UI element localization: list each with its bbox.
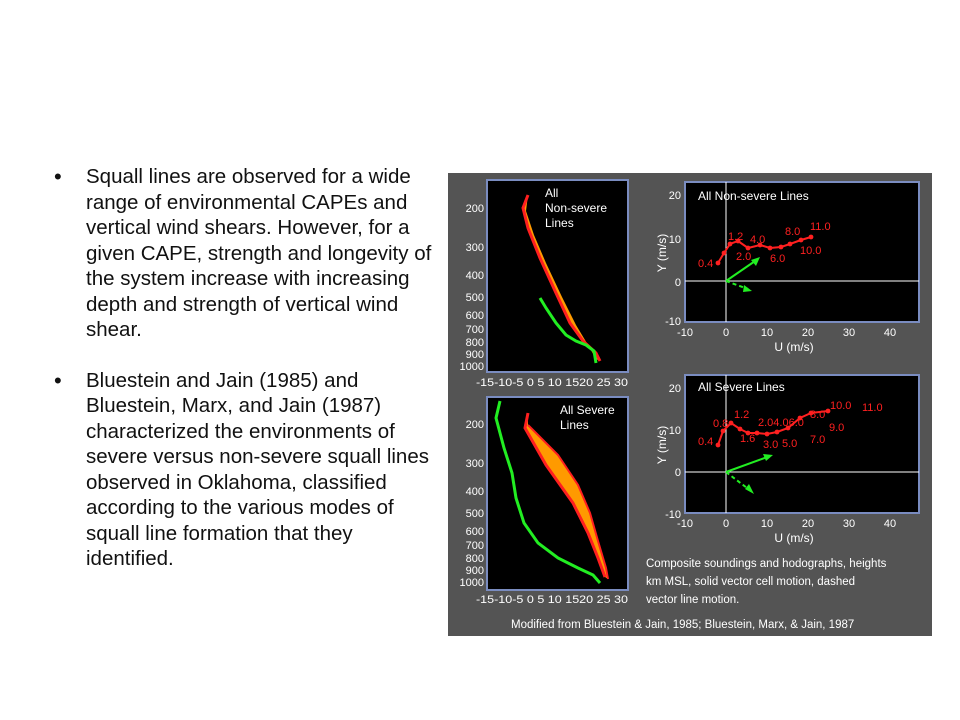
p-tick-800b: 800 (465, 553, 484, 565)
sounding-hodograph-figure (448, 173, 932, 636)
hodo-y-0: 0 (674, 277, 681, 289)
p-tick-1000: 1000 (459, 361, 484, 373)
hodo-y-m10: -10 (665, 316, 681, 328)
p-tick-900: 900 (465, 349, 484, 361)
severe-sounding-label-1: All Severe (560, 403, 615, 417)
hodo-x-30b: 30 (842, 518, 856, 530)
nonsevere-hodo-title: All Non-severe Lines (698, 189, 809, 203)
ns-h-80: 8.0 (785, 226, 801, 238)
ns-h-12: 1.2 (728, 231, 744, 243)
caption-line-2: km MSL, solid vector cell motion, dashed (646, 576, 856, 588)
sv-h-110: 11.0 (862, 402, 883, 414)
hodo-ylabel: Y (m/s) (655, 233, 669, 273)
nonsevere-sounding-label-1: All (545, 186, 559, 200)
caption-line-3: vector line motion. (646, 594, 740, 606)
ns-h-04: 0.4 (698, 258, 714, 270)
p-tick-500b: 500 (465, 508, 484, 520)
hodo-x-0b: 0 (722, 518, 730, 530)
nonsevere-sounding (460, 180, 628, 389)
hodo-x-20b: 20 (801, 518, 815, 530)
figure-caption (646, 558, 887, 606)
p-tick-800: 800 (465, 337, 484, 349)
severe-sounding (460, 397, 628, 606)
hodo-x-40b: 40 (883, 518, 897, 530)
sv-h-90: 9.0 (829, 422, 845, 434)
hodo-y-20b: 20 (668, 383, 681, 395)
sv-h-08: 0.8 (713, 418, 729, 430)
ns-h-100: 10.0 (800, 245, 822, 257)
p-tick-900b: 900 (465, 565, 484, 577)
t-axis-ticks: -15-10-5 0 5 10 1520 25 30 (476, 377, 628, 389)
p-tick-600: 600 (465, 310, 484, 322)
hodo-x-30: 30 (842, 327, 856, 339)
hodo-y-m10b: -10 (665, 509, 681, 521)
ns-h-60: 6.0 (770, 253, 786, 265)
severe-hodograph (655, 375, 919, 545)
p-tick-400: 400 (465, 270, 484, 282)
p-tick-300: 300 (465, 242, 484, 254)
hodo-x-m10: -10 (677, 327, 693, 339)
sv-h-16: 1.6 (740, 433, 756, 445)
hodo-x-m10b: -10 (677, 518, 693, 530)
t-axis-ticks-b: -15-10-5 0 5 10 1520 25 30 (476, 594, 628, 606)
nonsevere-hodograph (655, 182, 919, 354)
hodo-x-40: 40 (883, 327, 897, 339)
bullet-bluestein-jain: • Bluestein and Jain (1985) and Bluestein, Marx, and Jain (1987) characterized the environments of severe versus non-severe squall lines observed in Oklahoma, classified according to the various modes of squall line formation that they identified. (48, 368, 440, 572)
p-tick-700b: 700 (465, 540, 484, 552)
hodo-x-0: 0 (722, 327, 730, 339)
caption-line-1: Composite soundings and hodographs, heights (646, 558, 887, 570)
hodo-x-10b: 10 (760, 518, 774, 530)
figure-credit: Modified from Bluestein & Jain, 1985; Bluestein, Marx, & Jain, 1987 (511, 619, 855, 631)
ns-h-110: 11.0 (810, 221, 831, 233)
hodo-xlabel: U (m/s) (774, 340, 814, 354)
ns-h-40: 4.0 (750, 234, 766, 246)
severe-sounding-label-2: Lines (560, 418, 589, 432)
severe-sounding-panel (487, 397, 628, 590)
sv-h-100: 10.0 (830, 400, 852, 412)
sv-h-30: 3.0 (763, 439, 779, 451)
hodo-y-10: 10 (668, 234, 681, 246)
p-tick-400b: 400 (465, 486, 484, 498)
nonsevere-sounding-label-3: Lines (545, 216, 574, 230)
p-tick-200: 200 (465, 203, 484, 215)
p-tick-200b: 200 (465, 419, 484, 431)
hodo-x-10: 10 (760, 327, 774, 339)
hodo-x-20: 20 (801, 327, 815, 339)
p-tick-1000b: 1000 (459, 577, 484, 589)
severe-hodo-title: All Severe Lines (698, 380, 785, 394)
hodo-y-10b: 10 (668, 425, 681, 437)
ns-h-20: 2.0 (736, 251, 752, 263)
bullet-squall-lines: • Squall lines are observed for a wide range of environmental CAPEs and vertical wind shears. However, for a given CAPE, strength and longevity of the system increase with increasing depth and strength of vertical wind shear. (48, 164, 440, 343)
bullet-list (48, 164, 440, 572)
p-tick-300b: 300 (465, 458, 484, 470)
p-tick-700: 700 (465, 324, 484, 336)
p-tick-500: 500 (465, 292, 484, 304)
sv-h-12: 1.2 (734, 409, 750, 421)
hodo-y-20: 20 (668, 190, 681, 202)
sv-h-80: 8.0 (810, 409, 826, 421)
sv-h-70: 7.0 (810, 434, 826, 446)
hodo-y-0b: 0 (674, 467, 681, 479)
sv-h-204060: 2.04.06.0 (758, 417, 804, 429)
p-tick-600b: 600 (465, 526, 484, 538)
sv-h-50: 5.0 (782, 438, 798, 450)
hodo-ylabel-b: Y (m/s) (655, 425, 669, 465)
sv-h-04: 0.4 (698, 436, 714, 448)
nonsevere-sounding-label-2: Non-severe (545, 201, 608, 215)
hodo-xlabel-b: U (m/s) (774, 531, 814, 545)
